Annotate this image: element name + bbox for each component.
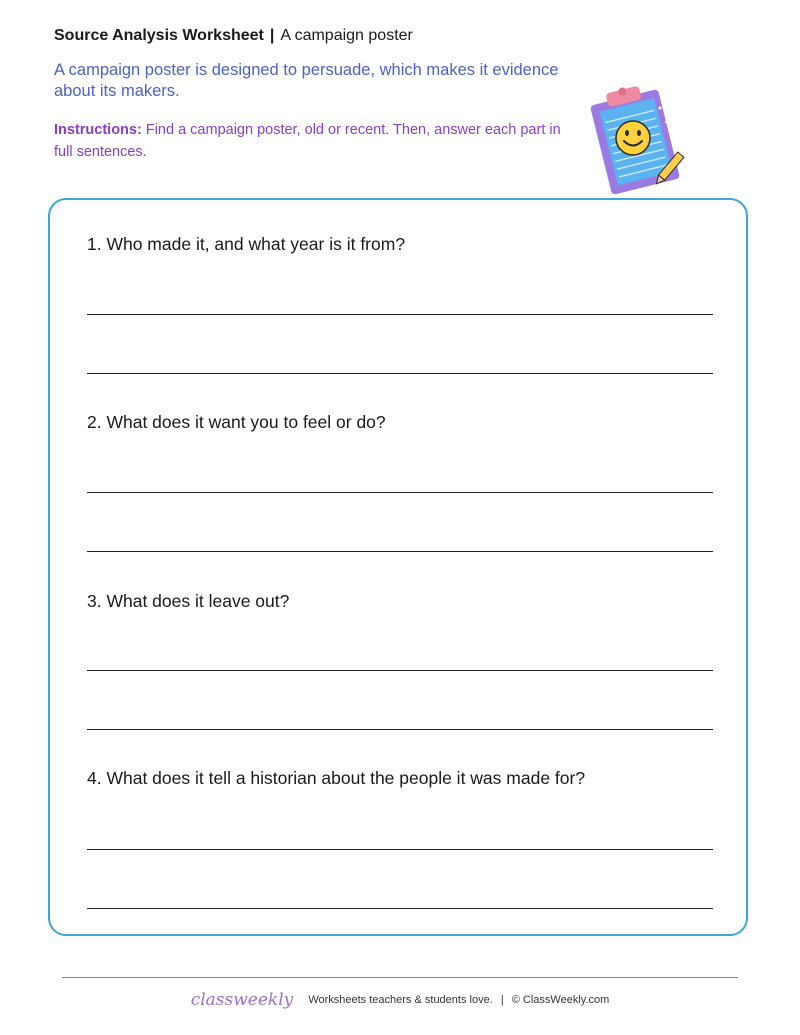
question-2: 2. What does it want you to feel or do? [87, 412, 386, 432]
answer-line[interactable] [87, 314, 713, 315]
answer-line[interactable] [87, 551, 713, 552]
worksheet-header [54, 27, 413, 45]
footer-divider [62, 977, 738, 978]
header-separator: | [269, 27, 275, 44]
answer-line[interactable] [87, 670, 713, 671]
answer-line[interactable] [87, 849, 713, 850]
questions-box [48, 198, 748, 936]
worksheet-title: Source Analysis Worksheet [54, 27, 264, 44]
intro-text: A campaign poster is designed to persuade, which makes it evidence about its makers. [54, 61, 559, 100]
question-3: 3. What does it leave out? [87, 591, 290, 611]
instructions-label: Instructions: [54, 122, 142, 138]
instructions [54, 119, 574, 163]
worksheet-subtitle: A campaign poster [280, 27, 413, 44]
answer-line[interactable] [87, 492, 713, 493]
footer-copyright: © ClassWeekly.com [511, 994, 610, 1006]
question-4: 4. What does it tell a historian about the people it was made for? [87, 768, 586, 788]
answer-line[interactable] [87, 373, 713, 374]
instructions-text: Find a campaign poster, old or recent. Then, answer each part in full sentences. [54, 122, 561, 160]
answer-line[interactable] [87, 729, 713, 730]
footer-brand-logo: classweekly [190, 990, 294, 1010]
question-1: 1. Who made it, and what year is it from? [87, 234, 406, 254]
footer [0, 990, 800, 1010]
footer-separator: | [500, 994, 504, 1006]
clipboard-smiley-icon [580, 82, 690, 197]
footer-tagline: Worksheets teachers & students love. [308, 994, 493, 1006]
answer-line[interactable] [87, 908, 713, 909]
